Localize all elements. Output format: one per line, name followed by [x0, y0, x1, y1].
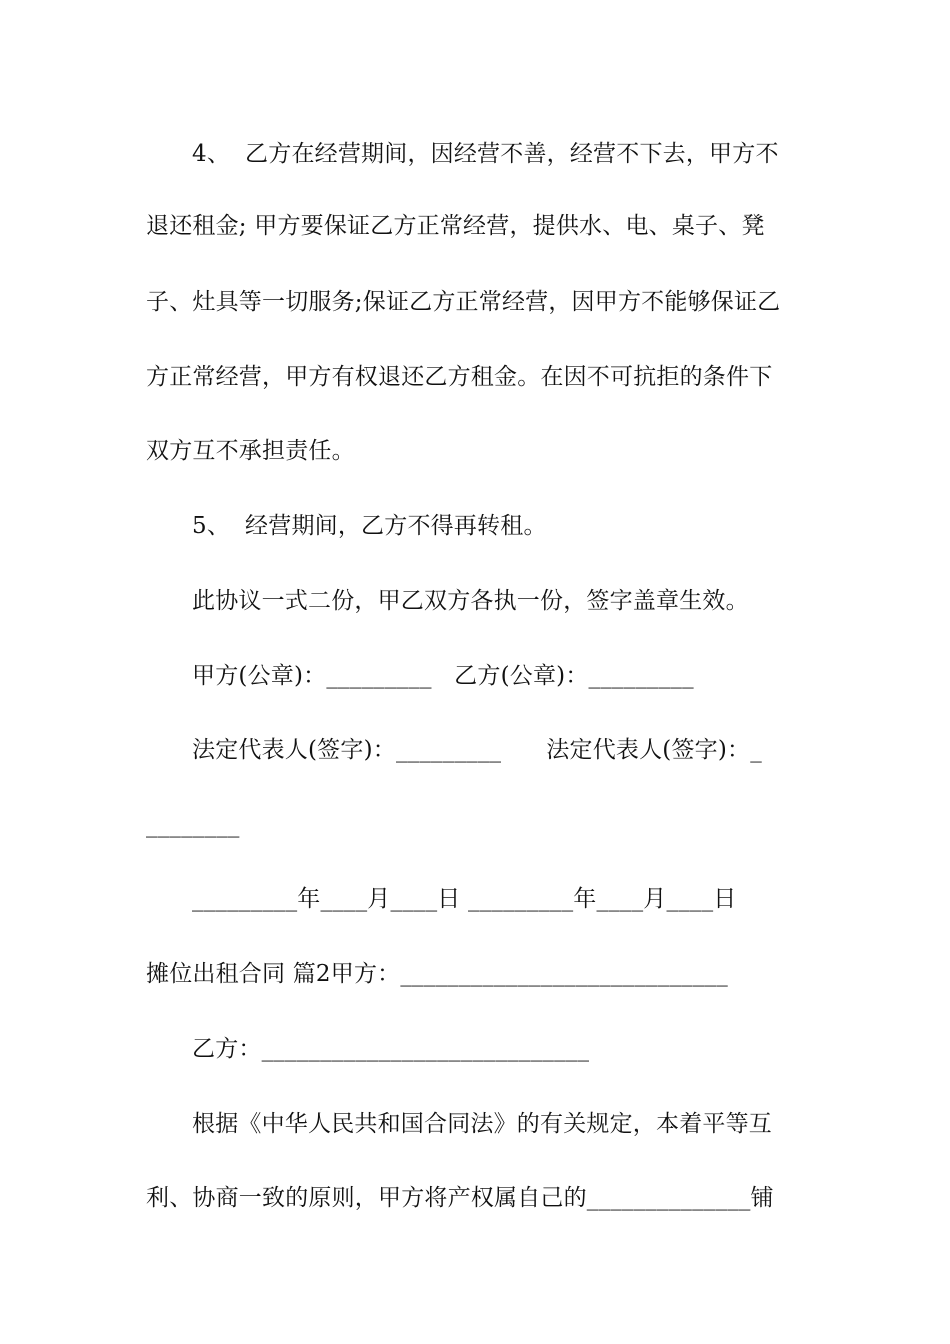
clause-4-line-5: 双方互不承担责任。: [146, 438, 355, 464]
seal-line: 甲方(公章)：_________ 乙方(公章)：_________: [192, 663, 694, 689]
clause-4-line-1: 4、 乙方在经营期间，因经营不善，经营不下去，甲方不: [192, 141, 779, 167]
signature-line-continuation: ________: [146, 812, 240, 838]
agreement-copies-statement: 此协议一式二份，甲乙双方各执一份，签字盖章生效。: [192, 588, 749, 614]
contract-2-party-b-line: 乙方：____________________________: [192, 1036, 590, 1062]
legal-representative-signature-line: 法定代表人(签字)：_________ 法定代表人(签字)：_: [192, 737, 762, 763]
clause-4-line-3: 子、灶具等一切服务;保证乙方正常经营，因甲方不能够保证乙: [146, 289, 781, 315]
contract-2-party-a-line: 摊位出租合同 篇2甲方：____________________________: [146, 961, 728, 987]
contract-2-preamble-line-1: 根据《中华人民共和国合同法》的有关规定，本着平等互: [192, 1111, 772, 1137]
clause-4-line-4: 方正常经营，甲方有权退还乙方租金。在因不可抗拒的条件下: [146, 364, 773, 390]
date-line: _________年____月____日 _________年____月____日: [192, 886, 737, 912]
clause-5: 5、 经营期间，乙方不得再转租。: [192, 513, 547, 539]
clause-4-line-2: 退还租金; 甲方要保证乙方正常经营，提供水、电、桌子、凳: [146, 213, 765, 239]
contract-2-preamble-line-2: 利、协商一致的原则，甲方将产权属自己的______________铺: [146, 1185, 774, 1211]
